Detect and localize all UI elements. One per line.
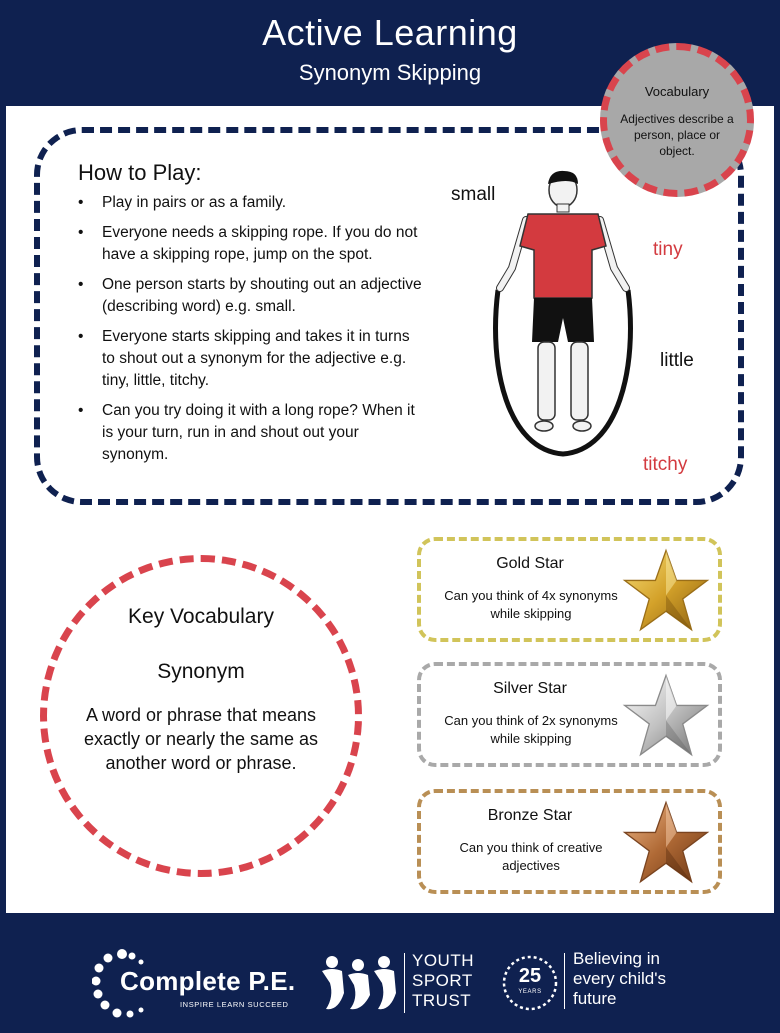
silver-star-title: Silver Star xyxy=(493,680,567,697)
page-subtitle: Synonym Skipping xyxy=(298,60,482,85)
bronze-star-text: Can you think of creative adjectives xyxy=(459,840,603,873)
yst-line-youth: YOUTH xyxy=(412,951,474,970)
youth-sport-trust-name xyxy=(412,951,474,1011)
key-vocabulary-definition: A word or phrase that means exactly or nearly the same as another word or phrase. xyxy=(83,705,319,773)
left-border xyxy=(0,106,6,913)
silver-star-card xyxy=(417,662,722,767)
youth-sport-trust-logo xyxy=(320,947,490,1019)
how-to-play-step: • Everyone starts skipping and takes it in turns to shout out a synonym for the adjective e.g. tiny, little, titchy. xyxy=(78,326,423,392)
page-title: Active Learning xyxy=(262,12,518,53)
25-years-number: 25 xyxy=(518,965,542,987)
yst-line-sport: SPORT xyxy=(412,971,473,990)
vocabulary-bubble-text: Adjectives describe a person, place or object. xyxy=(620,112,734,158)
yst-line-trust: TRUST xyxy=(412,991,472,1010)
25-years-badge xyxy=(500,953,560,1013)
believing-tagline xyxy=(573,949,666,1009)
how-to-play-title: How to Play: xyxy=(78,160,202,185)
footer-banner xyxy=(0,913,780,1033)
how-to-play-step: • Play in pairs or as a family. xyxy=(78,192,423,214)
25-years-label: YEARS xyxy=(518,989,542,995)
key-vocabulary-term: Synonym xyxy=(157,660,245,683)
word-small: small xyxy=(451,184,496,205)
how-to-play-step: • Everyone needs a skipping rope. If you do not have a skipping rope, jump on the spot. xyxy=(78,222,423,266)
complete-pe-name: Complete P.E. xyxy=(120,966,296,996)
silver-star-icon xyxy=(622,672,710,760)
bronze-star-card xyxy=(417,789,722,894)
right-border xyxy=(774,106,780,913)
believing-line-1: Believing in xyxy=(573,949,660,968)
how-to-play-step: • One person starts by shouting out an adjective (describing word) e.g. small. xyxy=(78,274,423,318)
word-tiny: tiny xyxy=(653,239,683,260)
bronze-star-title: Bronze Star xyxy=(487,807,573,824)
gold-star-card xyxy=(417,537,722,642)
how-to-play-step: • Can you try doing it with a long rope? When it is your turn, run in and shout out your synonym. xyxy=(78,400,423,466)
complete-pe-logo xyxy=(92,948,302,1020)
complete-pe-tagline: INSPIRE LEARN SUCCEED xyxy=(180,1000,289,1009)
skipping-person-illustration xyxy=(488,168,638,458)
bronze-star-icon xyxy=(622,799,710,887)
gold-star-text: Can you think of 4x synonyms while skipping xyxy=(444,588,618,621)
believing-line-3: future xyxy=(573,989,617,1008)
youth-sport-trust-figures-icon xyxy=(320,953,398,1013)
word-little: little xyxy=(660,350,694,371)
silver-star-text: Can you think of 2x synonyms while skipping xyxy=(444,713,618,746)
gold-star-icon xyxy=(622,547,710,635)
key-vocabulary-title: Key Vocabulary xyxy=(128,605,274,628)
believing-line-2: every child's xyxy=(573,969,667,988)
believing-divider xyxy=(564,953,565,1009)
gold-star-title: Gold Star xyxy=(496,555,564,572)
youth-sport-trust-divider xyxy=(404,953,405,1013)
how-to-play-list xyxy=(78,192,423,474)
vocabulary-bubble-title: Vocabulary xyxy=(644,84,710,99)
word-titchy: titchy xyxy=(643,454,688,475)
